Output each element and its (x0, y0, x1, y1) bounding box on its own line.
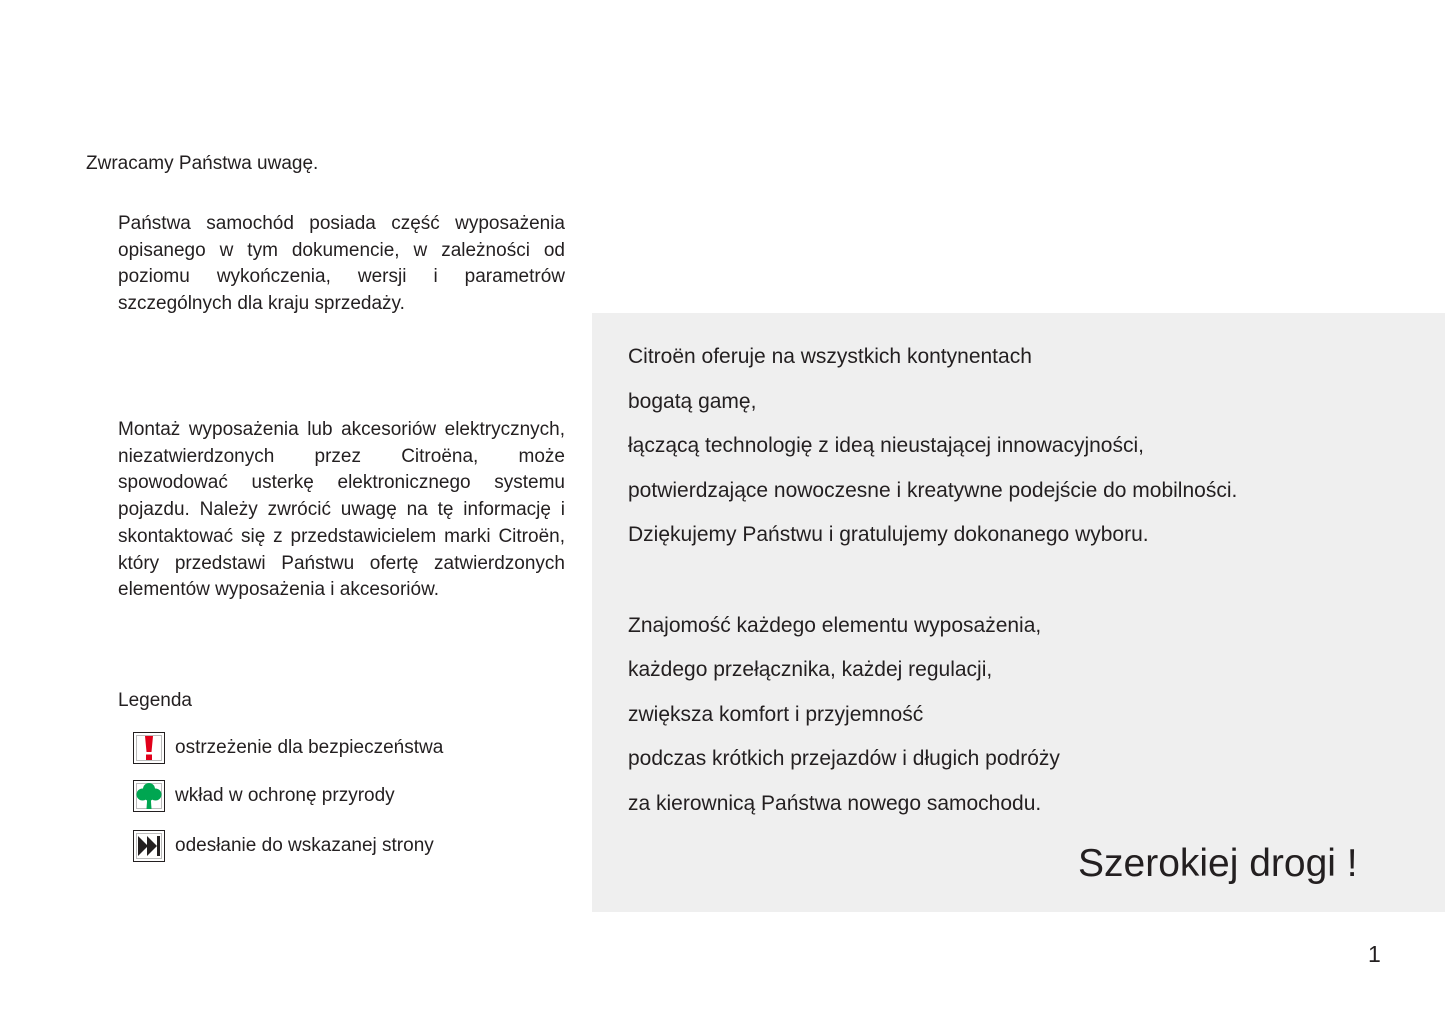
panel-line: potwierdzające nowoczesne i kreatywne podejście do mobilności. (628, 479, 1238, 502)
legend-item-safety (133, 731, 443, 765)
panel-line: za kierownicą Państwa nowego samochodu. (628, 792, 1042, 815)
legend-item-label: ostrzeżenie dla bezpieczeństwa (175, 737, 444, 758)
warning-exclamation-icon (133, 732, 165, 764)
panel-line: łączącą technologię z ideą nieustającej innowacyjności, (628, 434, 1144, 457)
legend-item-environment (133, 779, 395, 813)
attention-heading: Zwracamy Państwa uwagę. (86, 153, 319, 174)
legend-title: Legenda (118, 690, 192, 711)
fast-forward-icon (133, 830, 165, 862)
panel-line: każdego przełącznika, każdej regulacji, (628, 658, 993, 681)
legend-item-label: odesłanie do wskazanej strony (175, 835, 434, 856)
panel-line: Dziękujemy Państwu i gratulujemy dokonanego wyboru. (628, 523, 1149, 546)
tree-icon (133, 780, 165, 812)
panel-line: bogatą gamę, (628, 390, 757, 413)
panel-line: Citroën oferuje na wszystkich kontynentach (628, 345, 1032, 368)
page-number: 1 (1368, 941, 1381, 967)
legend-item-label: wkład w ochronę przyrody (175, 785, 395, 806)
panel-line: zwiększa komfort i przyjemność (628, 703, 924, 726)
welcome-panel (592, 313, 1445, 912)
panel-line: podczas krótkich przejazdów i długich podróży (628, 747, 1060, 770)
panel-line: Znajomość każdego elementu wyposażenia, (628, 614, 1042, 637)
closing-greeting: Szerokiej drogi ! (1078, 842, 1358, 885)
equipment-paragraph: Państwa samochód posiada część wyposażenia opisanego w tym dokumencie, w zależności od poziomu wykończenia, wersji i parametrów szczególnych dla kraju sprzedaży. (118, 213, 565, 315)
legend-item-reference (133, 829, 434, 863)
accessories-paragraph: Montaż wyposażenia lub akcesoriów elektrycznych, niezatwierdzonych przez Citroëna, może spowodować usterkę elektronicznego systemu pojazdu. Należy zwrócić uwagę na tę informację i skontaktować się z przedstawicielem marki Citroën, który przedstawi Państwu ofertę zatwierdzonych elementów wyposażenia i akcesoriów. (118, 419, 565, 601)
